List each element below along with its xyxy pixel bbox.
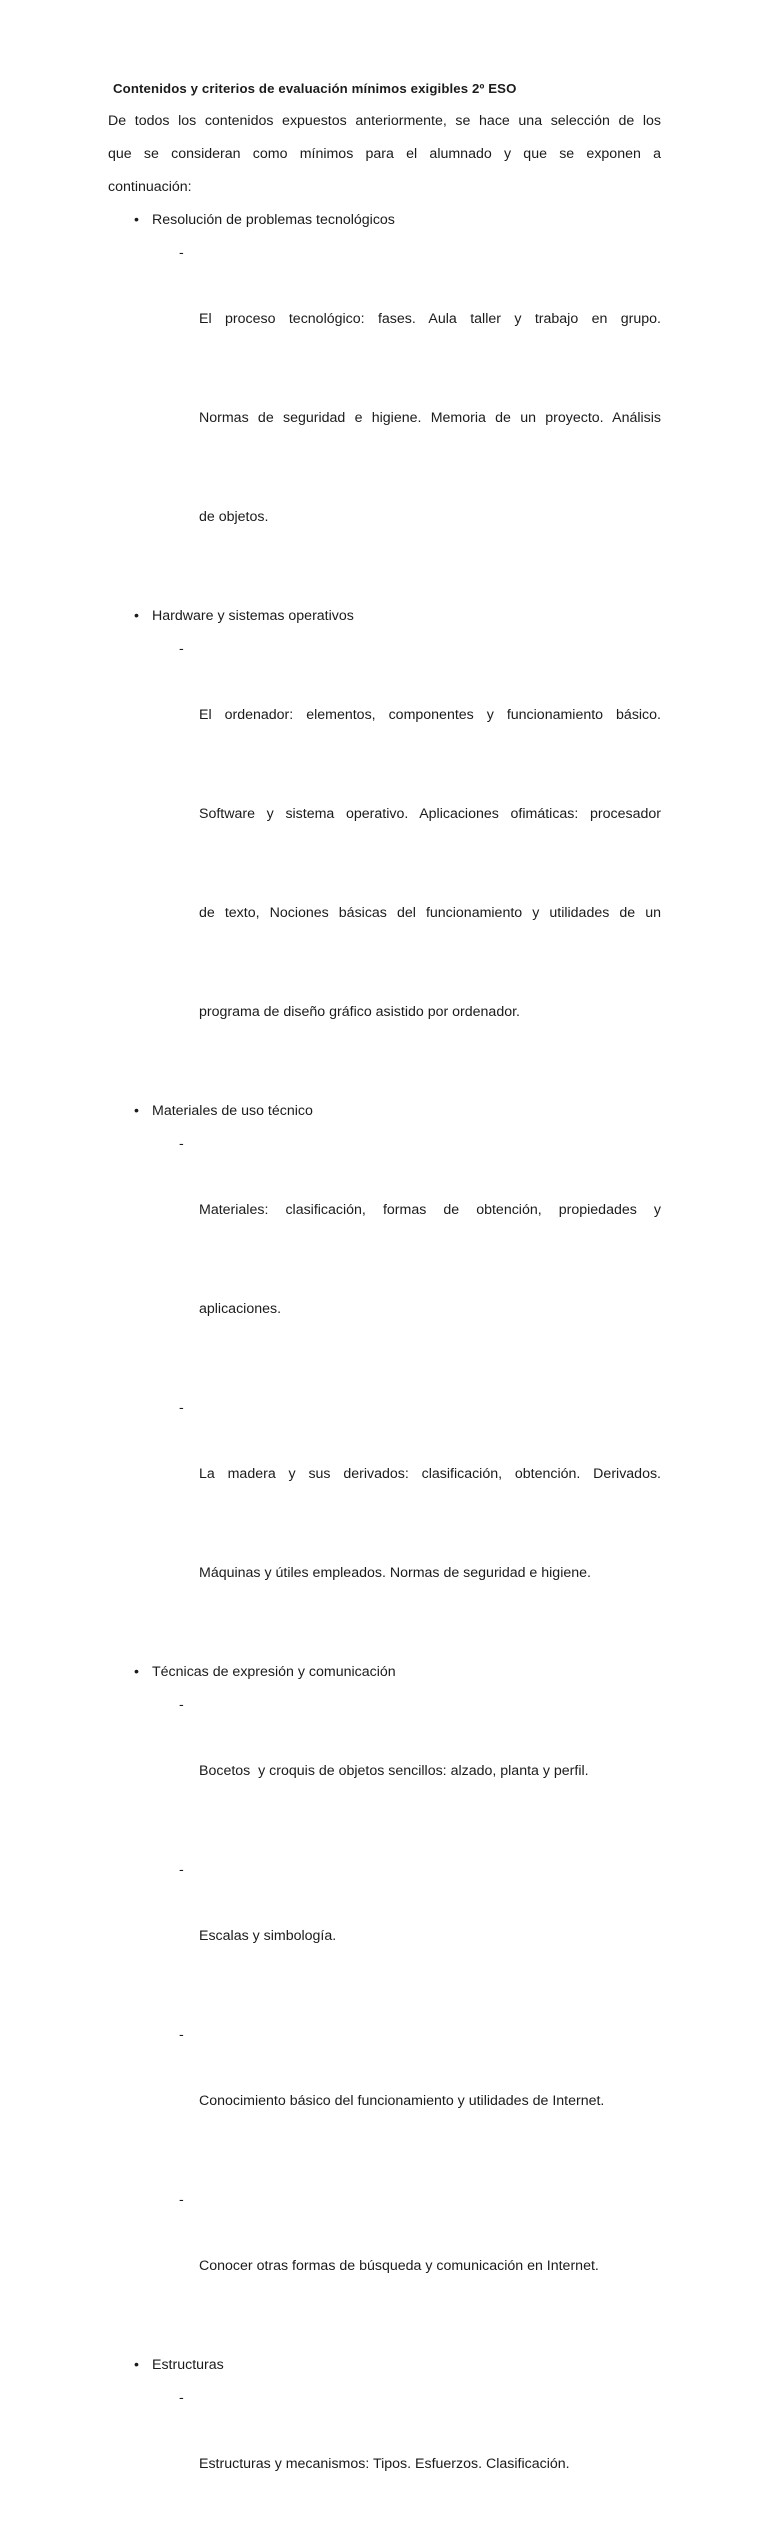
sub-item bbox=[152, 1128, 661, 1392]
sub-item bbox=[152, 237, 661, 600]
dash-icon: - bbox=[179, 1697, 184, 1713]
sub-item-line: Materiales: clasificación, formas de obtención, propiedades y bbox=[199, 1202, 661, 1218]
sub-item-line: Bocetos y croquis de objetos sencillos: alzado, planta y perfil. bbox=[199, 1763, 589, 1779]
sub-item-list bbox=[152, 2382, 661, 2547]
section-label: Hardware y sistemas operativos bbox=[152, 608, 354, 624]
sub-item-text bbox=[199, 1689, 661, 1854]
dash-icon: - bbox=[179, 1136, 184, 1152]
section-label: Materiales de uso técnico bbox=[152, 1103, 313, 1119]
sub-item-line: programa de diseño gráfico asistido por ordenador. bbox=[199, 1004, 520, 1020]
sub-item-line: La madera y sus derivados: clasificación, obtención. Derivados. bbox=[199, 1466, 661, 1482]
sub-item bbox=[152, 2019, 661, 2184]
sub-item bbox=[152, 2184, 661, 2349]
dash-icon: - bbox=[179, 1862, 184, 1878]
intro-paragraph bbox=[108, 105, 661, 204]
outline-section bbox=[108, 2349, 661, 2547]
sub-item-line: El proceso tecnológico: fases. Aula taller y trabajo en grupo. bbox=[199, 311, 661, 327]
intro-line-1: De todos los contenidos expuestos anteriormente, se hace una selección de los bbox=[108, 113, 661, 129]
sub-item-text bbox=[199, 633, 661, 1095]
sub-item-text bbox=[199, 1392, 661, 1656]
sub-item-list bbox=[152, 237, 661, 600]
sub-item-line: Conocimiento básico del funcionamiento y utilidades de Internet. bbox=[199, 2093, 605, 2109]
intro-line-3: continuación: bbox=[108, 179, 192, 195]
outline-section bbox=[108, 1656, 661, 2349]
bullet-icon: • bbox=[134, 1103, 139, 1119]
sub-item-text bbox=[199, 2019, 661, 2184]
sub-item-line: de objetos. bbox=[199, 509, 269, 525]
bullet-icon: • bbox=[134, 608, 139, 624]
sub-item-list bbox=[152, 633, 661, 1095]
contents-outline bbox=[108, 204, 661, 2547]
section-label: Resolución de problemas tecnológicos bbox=[152, 212, 395, 228]
sub-item-text bbox=[199, 1128, 661, 1392]
sub-item bbox=[152, 633, 661, 1095]
bullet-icon: • bbox=[134, 1664, 139, 1680]
dash-icon: - bbox=[179, 641, 184, 657]
sub-item-list bbox=[152, 1128, 661, 1656]
sub-item-text bbox=[199, 2382, 661, 2547]
sub-item-line: Estructuras y mecanismos: Tipos. Esfuerzos. Clasificación. bbox=[199, 2456, 570, 2472]
sub-item bbox=[152, 1854, 661, 2019]
document-body bbox=[108, 72, 661, 2547]
sub-item-text bbox=[199, 1854, 661, 2019]
sub-item-text bbox=[199, 237, 661, 600]
sub-item-line: aplicaciones. bbox=[199, 1301, 282, 1317]
dash-icon: - bbox=[179, 2027, 184, 2043]
outline-section bbox=[108, 1095, 661, 1656]
dash-icon: - bbox=[179, 245, 184, 261]
dash-icon: - bbox=[179, 1400, 184, 1416]
sub-item bbox=[152, 1392, 661, 1656]
sub-item-line: Escalas y simbología. bbox=[199, 1928, 337, 1944]
sub-item-line: El ordenador: elementos, componentes y funcionamiento básico. bbox=[199, 707, 661, 723]
sub-item-list bbox=[152, 1689, 661, 2349]
dash-icon: - bbox=[179, 2390, 184, 2406]
section-label: Técnicas de expresión y comunicación bbox=[152, 1664, 396, 1680]
bullet-icon: • bbox=[134, 2357, 139, 2373]
dash-icon: - bbox=[179, 2192, 184, 2208]
sub-item bbox=[152, 2382, 661, 2547]
section-label: Estructuras bbox=[152, 2357, 224, 2373]
outline-section bbox=[108, 600, 661, 1095]
sub-item-line: Software y sistema operativo. Aplicaciones ofimáticas: procesador bbox=[199, 806, 661, 822]
intro-line-2: que se consideran como mínimos para el alumnado y que se exponen a bbox=[108, 146, 661, 162]
sub-item bbox=[152, 1689, 661, 1854]
bullet-icon: • bbox=[134, 212, 139, 228]
sub-item-line: Normas de seguridad e higiene. Memoria de un proyecto. Análisis bbox=[199, 410, 661, 426]
sub-item-text bbox=[199, 2184, 661, 2349]
page-title: Contenidos y criterios de evaluación mínimos exigibles 2º ESO bbox=[113, 81, 517, 96]
outline-section bbox=[108, 204, 661, 600]
sub-item-line: Máquinas y útiles empleados. Normas de seguridad e higiene. bbox=[199, 1565, 591, 1581]
sub-item-line: Conocer otras formas de búsqueda y comunicación en Internet. bbox=[199, 2258, 599, 2274]
sub-item-line: de texto, Nociones básicas del funcionamiento y utilidades de un bbox=[199, 905, 661, 921]
